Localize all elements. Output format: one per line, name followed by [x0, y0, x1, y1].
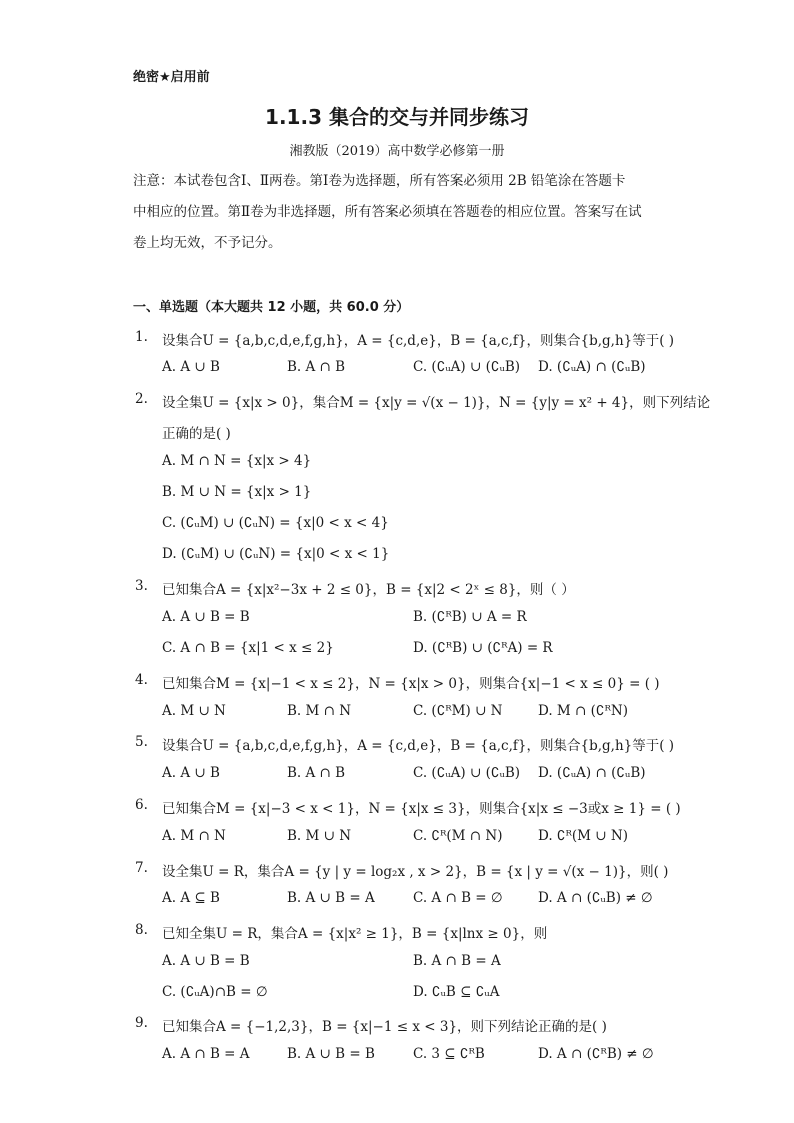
question-number: 6.	[135, 797, 148, 813]
secret-label: 绝密★启用前	[133, 70, 210, 85]
option-c: C. A ∩ B = {x|1 < x ≤ 2}	[162, 640, 334, 656]
option-b: B. A ∪ B = B	[287, 1046, 375, 1062]
question-number: 5.	[135, 734, 148, 750]
question-stem: 已知集合M = {x|−3 < x < 1}，N = {x|x ≤ 3}，则集合{x|x ≤ −3或x ≥ 1} = ( )	[162, 801, 681, 817]
question-stem: 已知全集U = R，集合A = {x|x² ≥ 1}，B = {x|lnx ≥ 0}，则	[162, 926, 548, 942]
notice-line: 注意：本试卷包含Ⅰ、Ⅱ两卷。第Ⅰ卷为选择题，所有答案必须用 2B 铅笔涂在答题卡	[133, 173, 626, 189]
option-d: D. A ∩ (∁ᴿB) ≠ ∅	[538, 1046, 654, 1062]
option-a: A. A ∪ B = B	[162, 953, 250, 969]
option-c: C. (∁ᵤA)∩B = ∅	[162, 984, 268, 1000]
question-number: 3.	[135, 578, 148, 594]
option-c: C. (∁ᵤA) ∪ (∁ᵤB)	[413, 765, 521, 781]
option-c: C. (∁ᵤM) ∪ (∁ᵤN) = {x|0 < x < 4}	[162, 515, 389, 531]
option-a: A. A ∪ B	[162, 359, 220, 375]
option-b: B. A ∩ B = A	[413, 953, 501, 969]
option-d: D. M ∩ (∁ᴿN)	[538, 703, 628, 719]
page-subtitle: 湘教版（2019）高中数学必修第一册	[289, 144, 505, 159]
question-stem: 已知集合A = {x|x²−3x + 2 ≤ 0}，B = {x|2 < 2ˣ ≤ 8}，则（ ）	[162, 582, 575, 598]
question-stem: 已知集合M = {x|−1 < x ≤ 2}，N = {x|x > 0}，则集合{x|−1 < x ≤ 0} = ( )	[162, 676, 660, 692]
question-stem: 已知集合A = {−1,2,3}，B = {x|−1 ≤ x < 3}，则下列结论正确的是( )	[162, 1019, 607, 1035]
option-d: D. A ∩ (∁ᵤB) ≠ ∅	[538, 890, 653, 906]
option-b: B. M ∩ N	[287, 703, 352, 719]
option-d: D. ∁ᴿ(M ∪ N)	[538, 828, 628, 844]
notice-line: 中相应的位置。第Ⅱ卷为非选择题，所有答案必须填在答题卷的相应位置。答案写在试	[133, 204, 642, 220]
question-number: 7.	[135, 860, 148, 876]
option-a: A. A ⊆ B	[162, 890, 220, 906]
section-heading: 一、单选题（本大题共 12 小题，共 60.0 分）	[133, 300, 410, 315]
option-b: B. M ∪ N	[287, 828, 352, 844]
option-c: C. A ∩ B = ∅	[413, 890, 503, 906]
option-a: A. M ∩ N = {x|x > 4}	[162, 453, 312, 469]
option-a: A. A ∪ B	[162, 765, 220, 781]
question-number: 8.	[135, 922, 148, 938]
option-b: B. M ∪ N = {x|x > 1}	[162, 484, 312, 500]
question-stem-continued: 正确的是( )	[162, 426, 231, 442]
question-number: 1.	[135, 329, 148, 345]
option-c: C. (∁ᴿM) ∪ N	[413, 703, 503, 719]
option-b: B. (∁ᴿB) ∪ A = R	[413, 609, 527, 625]
question-number: 2.	[135, 391, 148, 407]
notice-line: 卷上均无效，不予记分。	[133, 235, 282, 251]
question-stem: 设集合U = {a,b,c,d,e,f,g,h}，A = {c,d,e}，B = {a,c,f}，则集合{b,g,h}等于( )	[162, 333, 675, 349]
option-a: A. M ∪ N	[162, 703, 226, 719]
question-stem: 设集合U = {a,b,c,d,e,f,g,h}，A = {c,d,e}，B = {a,c,f}，则集合{b,g,h}等于( )	[162, 738, 675, 754]
option-d: D. (∁ᵤA) ∩ (∁ᵤB)	[538, 359, 646, 375]
question-stem: 设全集U = {x|x > 0}，集合M = {x|y = √(x − 1)}，N = {y|y = x² + 4}，则下列结论	[162, 395, 711, 411]
question-stem: 设全集U = R，集合A = {y | y = log₂x , x > 2}，B = {x | y = √(x − 1)}，则( )	[162, 864, 669, 880]
option-b: B. A ∩ B	[287, 765, 346, 781]
option-a: A. A ∪ B = B	[162, 609, 250, 625]
page-title: 1.1.3 集合的交与并同步练习	[265, 105, 529, 129]
option-a: A. M ∩ N	[162, 828, 226, 844]
option-d: D. (∁ᵤA) ∩ (∁ᵤB)	[538, 765, 646, 781]
option-b: B. A ∩ B	[287, 359, 346, 375]
question-number: 4.	[135, 672, 148, 688]
option-d: D. (∁ᴿB) ∪ (∁ᴿA) = R	[413, 640, 553, 656]
exam-notice	[133, 166, 663, 259]
option-a: A. A ∩ B = A	[162, 1046, 250, 1062]
option-c: C. (∁ᵤA) ∪ (∁ᵤB)	[413, 359, 521, 375]
option-d: D. ∁ᵤB ⊆ ∁ᵤA	[413, 984, 500, 1000]
option-d: D. (∁ᵤM) ∪ (∁ᵤN) = {x|0 < x < 1}	[162, 546, 390, 562]
option-c: C. 3 ⊆ ∁ᴿB	[413, 1046, 485, 1062]
option-b: B. A ∪ B = A	[287, 890, 375, 906]
question-number: 9.	[135, 1015, 148, 1031]
option-c: C. ∁ᴿ(M ∩ N)	[413, 828, 503, 844]
